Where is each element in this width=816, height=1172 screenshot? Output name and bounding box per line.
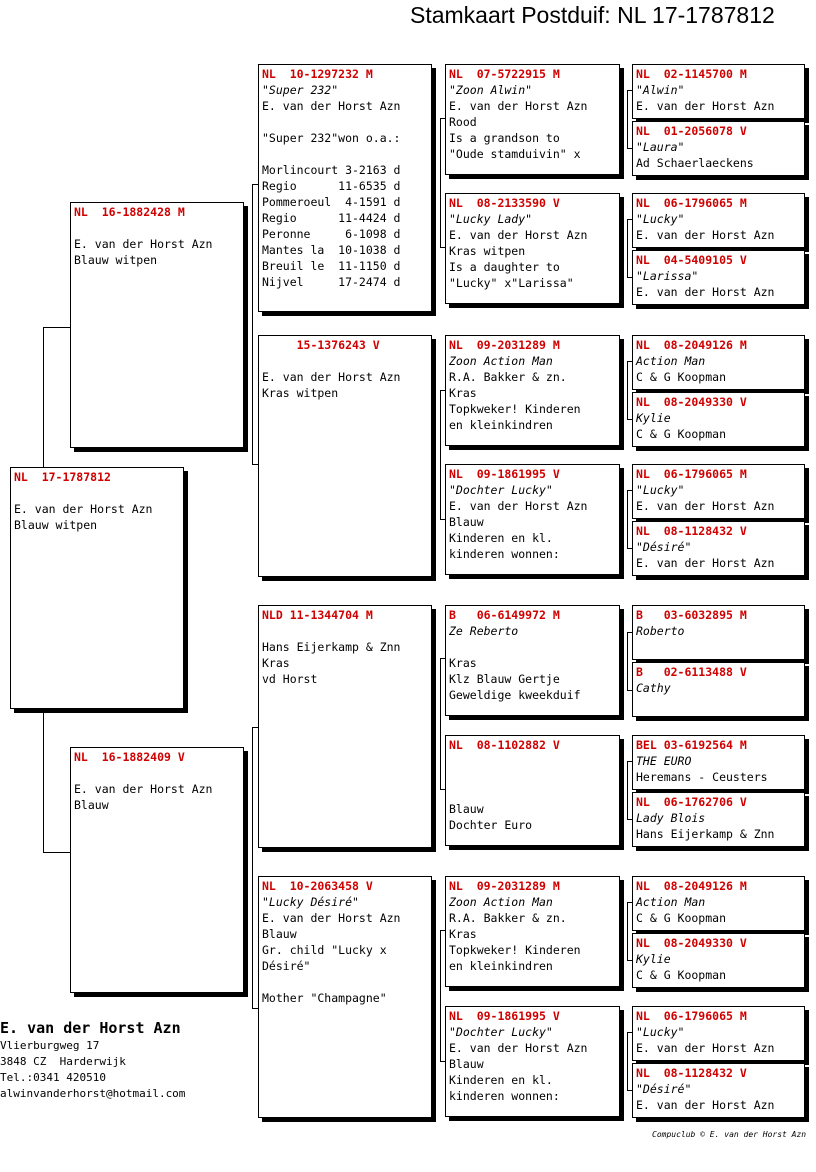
- info-line: Is a daughter to: [449, 260, 560, 274]
- info-line: Blauw: [74, 798, 109, 812]
- pigeon-g4: [632, 250, 805, 305]
- info-line: kinderen wonnen:: [449, 1089, 560, 1103]
- info-line: "Super 232"won o.a.:: [262, 131, 401, 145]
- spacer-line: [74, 220, 240, 236]
- pigeon-g16: [632, 1063, 805, 1118]
- spacer-line: [262, 114, 428, 130]
- pigeon-main: [10, 467, 184, 709]
- info-line: Hans Eijerkamp & Znn: [636, 827, 775, 841]
- info-line: Mother "Champagne": [262, 991, 387, 1005]
- ring-number: NL 01-2056078 V: [636, 124, 747, 138]
- info-line: "Dochter Lucky": [449, 1025, 553, 1039]
- ring-number: BEL 03-6192564 M: [636, 738, 747, 752]
- pigeon-g12: [632, 792, 805, 847]
- owner-name: E. van der Horst Azn: [0, 1019, 181, 1037]
- pigeon-g11: [632, 735, 805, 790]
- pigeon-sds: [445, 335, 620, 446]
- ring-number: NL 09-2031289 M: [449, 338, 560, 352]
- info-line: R.A. Bakker & zn.: [449, 370, 567, 384]
- info-line: Hans Eijerkamp & Znn: [262, 640, 401, 654]
- spacer-line: [449, 785, 616, 801]
- pigeon-sd: [258, 335, 432, 577]
- pigeon-g1: [632, 64, 805, 119]
- info-line: Kras: [449, 656, 477, 670]
- ring-number: NL 02-1145700 M: [636, 67, 747, 81]
- info-line: Blauw witpen: [74, 253, 158, 267]
- info-line: Blauw: [449, 802, 484, 816]
- info-line: Heremans - Ceusters: [636, 770, 768, 784]
- info-line: Kras: [449, 386, 477, 400]
- info-line: Action Man: [636, 354, 706, 368]
- info-line: Blauw: [449, 1057, 484, 1071]
- info-line: Kras: [262, 656, 290, 670]
- ring-number: NL 09-1861995 V: [449, 467, 560, 481]
- info-line: Topkweker! Kinderen: [449, 943, 581, 957]
- info-line: "Désiré": [636, 1082, 692, 1096]
- info-line: E. van der Horst Azn: [636, 499, 775, 513]
- info-line: Désiré": [262, 959, 311, 973]
- info-line: Is a grandson to: [449, 131, 560, 145]
- pigeon-dd: [258, 876, 432, 1118]
- info-line: Kinderen en kl.: [449, 531, 553, 545]
- info-line: Rood: [449, 115, 477, 129]
- footer-credit: Compuclub © E. van der Horst Azn: [652, 1130, 807, 1139]
- info-line: "Désiré": [636, 540, 692, 554]
- pigeon-g3: [632, 193, 805, 248]
- ring-number: NL 08-1102882 V: [449, 738, 560, 752]
- info-line: Zoon Action Man: [449, 354, 553, 368]
- info-line: "Lucky Désiré": [262, 895, 359, 909]
- ring-number: NL 08-2049126 M: [636, 338, 747, 352]
- ring-number: B 06-6149972 M: [449, 608, 560, 622]
- spacer-line: [449, 753, 616, 769]
- info-line: Kras: [449, 927, 477, 941]
- info-line: "Lucky": [636, 483, 685, 497]
- info-line: kinderen wonnen:: [449, 547, 560, 561]
- info-line: E. van der Horst Azn: [262, 911, 401, 925]
- info-line: Ad Schaerlaeckens: [636, 156, 754, 170]
- info-line: Kylie: [636, 952, 671, 966]
- pigeon-sdd: [445, 464, 620, 575]
- pigeon-g10: [632, 662, 805, 717]
- ring-number: NL 04-5409105 V: [636, 253, 747, 267]
- info-line: "Lucky Lady": [449, 212, 533, 226]
- info-line: Mantes la 10-1038 d: [262, 243, 401, 257]
- pigeon-g15: [632, 1006, 805, 1061]
- info-line: C & G Koopman: [636, 370, 727, 384]
- ring-number: NL 16-1882428 M: [74, 205, 185, 219]
- pigeon-g2: [632, 121, 805, 176]
- info-line: E. van der Horst Azn: [74, 237, 213, 251]
- spacer-line: [262, 353, 428, 369]
- pigeon-ss: [258, 64, 432, 312]
- pigeon-ssd: [445, 193, 620, 304]
- info-line: E. van der Horst Azn: [449, 228, 588, 242]
- pigeon-g5: [632, 335, 805, 390]
- info-line: "Larissa": [636, 269, 699, 283]
- info-line: E. van der Horst Azn: [636, 1041, 775, 1055]
- info-line: Breuil le 11-1150 d: [262, 259, 401, 273]
- ring-number: NL 06-1762706 V: [636, 795, 747, 809]
- info-line: "Lucky" x"Larissa": [449, 276, 574, 290]
- info-line: Roberto: [636, 624, 685, 638]
- info-line: Dochter Euro: [449, 818, 533, 832]
- info-line: E. van der Horst Azn: [262, 99, 401, 113]
- pigeon-dam: [70, 747, 244, 993]
- info-line: "Alwin": [636, 83, 685, 97]
- info-line: Blauw witpen: [14, 518, 98, 532]
- pigeon-g7: [632, 464, 805, 519]
- info-line: Cathy: [636, 681, 671, 695]
- ring-number: NL 08-2049330 V: [636, 395, 747, 409]
- ring-number: NL 10-1297232 M: [262, 67, 373, 81]
- info-line: E. van der Horst Azn: [262, 370, 401, 384]
- info-line: THE EURO: [636, 754, 692, 768]
- spacer-line: [74, 765, 240, 781]
- owner-city: 3848 CZ Harderwijk: [0, 1055, 126, 1068]
- ring-number: NL 06-1796065 M: [636, 467, 747, 481]
- pigeon-sire: [70, 202, 244, 448]
- ring-number: NL 08-2049126 M: [636, 879, 747, 893]
- info-line: E. van der Horst Azn: [449, 99, 588, 113]
- info-line: E. van der Horst Azn: [636, 1098, 775, 1112]
- info-line: R.A. Bakker & zn.: [449, 911, 567, 925]
- info-line: Kinderen en kl.: [449, 1073, 553, 1087]
- ring-number: NL 16-1882409 V: [74, 750, 185, 764]
- info-line: "Lucky": [636, 212, 685, 226]
- info-line: Morlincourt 3-2163 d: [262, 163, 401, 177]
- info-line: Gr. child "Lucky x: [262, 943, 387, 957]
- info-line: Nijvel 17-2474 d: [262, 275, 401, 289]
- pigeon-g8: [632, 521, 805, 576]
- ring-number: NL 10-2063458 V: [262, 879, 373, 893]
- info-line: E. van der Horst Azn: [636, 99, 775, 113]
- pigeon-dds: [445, 876, 620, 987]
- pigeon-ds: [258, 605, 432, 848]
- ring-number: 15-1376243 V: [262, 338, 380, 352]
- info-line: "Lucky": [636, 1025, 685, 1039]
- info-line: Topkweker! Kinderen: [449, 402, 581, 416]
- info-line: "Super 232": [262, 83, 339, 97]
- info-line: en kleinkindren: [449, 418, 553, 432]
- spacer-line: [14, 485, 180, 501]
- info-line: "Laura": [636, 140, 685, 154]
- ring-number: NL 08-2049330 V: [636, 936, 747, 950]
- info-line: Kylie: [636, 411, 671, 425]
- info-line: Zoon Action Man: [449, 895, 553, 909]
- pigeon-g13: [632, 876, 805, 931]
- ring-number: NL 08-1128432 V: [636, 524, 747, 538]
- ring-number: NL 06-1796065 M: [636, 1009, 747, 1023]
- ring-number: NL 09-2031289 M: [449, 879, 560, 893]
- spacer-line: [262, 146, 428, 162]
- ring-number: NL 07-5722915 M: [449, 67, 560, 81]
- info-line: E. van der Horst Azn: [449, 1041, 588, 1055]
- pigeon-sss: [445, 64, 620, 175]
- ring-number: NLD 11-1344704 M: [262, 608, 373, 622]
- pigeon-dsd: [445, 735, 620, 846]
- info-line: E. van der Horst Azn: [636, 285, 775, 299]
- info-line: Kras witpen: [449, 244, 526, 258]
- info-line: E. van der Horst Azn: [14, 502, 153, 516]
- info-line: C & G Koopman: [636, 968, 727, 982]
- info-line: Ze Reberto: [449, 624, 519, 638]
- info-line: Pommeroeul 4-1591 d: [262, 195, 401, 209]
- ring-number: NL 06-1796065 M: [636, 196, 747, 210]
- spacer-line: [449, 769, 616, 785]
- page-title: Stamkaart Postduif: NL 17-1787812: [410, 2, 775, 28]
- info-line: Action Man: [636, 895, 706, 909]
- owner-phone: Tel.:0341 420510: [0, 1071, 106, 1084]
- owner-email: alwinvanderhorst@hotmail.com: [0, 1087, 186, 1100]
- info-line: C & G Koopman: [636, 427, 727, 441]
- info-line: "Zoon Alwin": [449, 83, 533, 97]
- pigeon-dss: [445, 605, 620, 716]
- info-line: Lady Blois: [636, 811, 706, 825]
- owner-street: Vlierburgweg 17: [0, 1039, 100, 1052]
- info-line: E. van der Horst Azn: [636, 228, 775, 242]
- spacer-line: [262, 623, 428, 639]
- info-line: Peronne 6-1098 d: [262, 227, 401, 241]
- owner-block: [0, 1018, 185, 1102]
- pigeon-ddd: [445, 1006, 620, 1117]
- ring-number: B 03-6032895 M: [636, 608, 747, 622]
- info-line: Regio 11-6535 d: [262, 179, 401, 193]
- pigeon-g6: [632, 392, 805, 447]
- info-line: en kleinkindren: [449, 959, 553, 973]
- info-line: "Oude stamduivin" x: [449, 147, 581, 161]
- ring-number: NL 08-1128432 V: [636, 1066, 747, 1080]
- spacer-line: [262, 974, 428, 990]
- info-line: Geweldige kweekduif: [449, 688, 581, 702]
- info-line: Regio 11-4424 d: [262, 211, 401, 225]
- info-line: E. van der Horst Azn: [449, 499, 588, 513]
- info-line: vd Horst: [262, 672, 318, 686]
- info-line: E. van der Horst Azn: [74, 782, 213, 796]
- ring-number: NL 09-1861995 V: [449, 1009, 560, 1023]
- info-line: C & G Koopman: [636, 911, 727, 925]
- pigeon-g9: [632, 605, 805, 660]
- info-line: Klz Blauw Gertje: [449, 672, 560, 686]
- spacer-line: [449, 639, 616, 655]
- info-line: Blauw: [449, 515, 484, 529]
- ring-number: B 02-6113488 V: [636, 665, 747, 679]
- ring-number: NL 08-2133590 V: [449, 196, 560, 210]
- info-line: E. van der Horst Azn: [636, 556, 775, 570]
- info-line: Kras witpen: [262, 386, 339, 400]
- ring-number: NL 17-1787812: [14, 470, 111, 484]
- info-line: "Dochter Lucky": [449, 483, 553, 497]
- pigeon-g14: [632, 933, 805, 988]
- info-line: Blauw: [262, 927, 297, 941]
